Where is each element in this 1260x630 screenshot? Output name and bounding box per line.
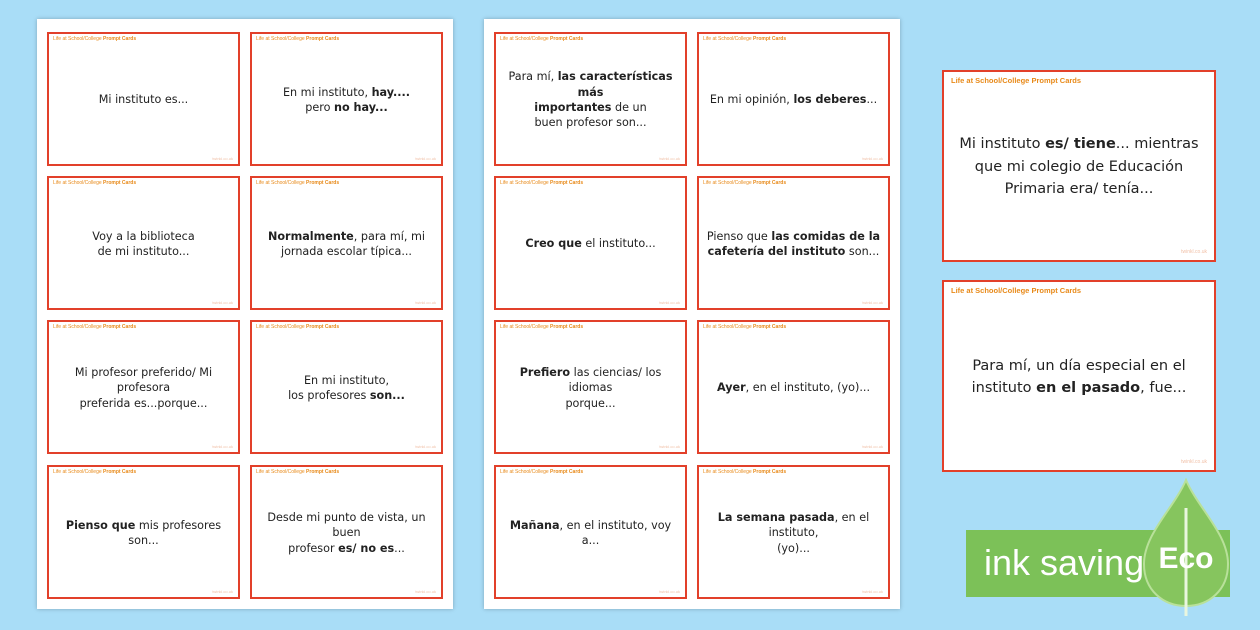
- card-footer-logo: twinkl.co.uk: [212, 444, 233, 449]
- card-prompt-text: Normalmente, para mí, mi jornada escolar típica...: [268, 229, 425, 258]
- card-footer-logo: twinkl.co.uk: [415, 589, 436, 594]
- prompt-card: [250, 465, 443, 599]
- prompt-card: [47, 176, 240, 310]
- card-header: Life at School/College Prompt Cards: [256, 36, 340, 42]
- card-footer-logo: twinkl.co.uk: [862, 589, 883, 594]
- prompt-card: [250, 320, 443, 454]
- preview-prompt-card: [942, 280, 1216, 472]
- card-prompt-text: Desde mi punto de vista, un buen profesor es/ no es...: [267, 510, 426, 555]
- card-footer-logo: twinkl.co.uk: [659, 156, 680, 161]
- prompt-card: [697, 320, 890, 454]
- card-prompt-text: Para mí, un día especial en el instituto en el pasado, fue...: [971, 357, 1187, 396]
- preview-prompt-card: [942, 70, 1216, 262]
- card-prompt-text: Mi instituto es...: [98, 93, 189, 107]
- card-header: Life at School/College Prompt Cards: [256, 180, 340, 186]
- prompt-card: [494, 176, 687, 310]
- card-footer-logo: twinkl.co.uk: [862, 444, 883, 449]
- card-header: Life at School/College Prompt Cards: [256, 469, 340, 475]
- ink-saving-text: ink saving: [984, 542, 1145, 583]
- card-footer-logo: twinkl.co.uk: [1181, 459, 1207, 465]
- card-prompt-text: En mi instituto, los profesores son...: [288, 373, 405, 402]
- card-header: Life at School/College Prompt Cards: [703, 36, 787, 42]
- card-prompt-text: Mañana, en el instituto, voy a...: [509, 518, 672, 547]
- card-prompt-text: Pienso que las comidas de la cafetería del instituto son...: [706, 229, 881, 258]
- card-prompt-text: Voy a la biblioteca de mi instituto...: [92, 229, 195, 258]
- card-footer-logo: twinkl.co.uk: [862, 300, 883, 305]
- card-footer-logo: twinkl.co.uk: [862, 156, 883, 161]
- card-header: Life at School/College Prompt Cards: [53, 469, 137, 475]
- prompt-card: [494, 32, 687, 166]
- prompt-card: [494, 320, 687, 454]
- card-footer-logo: twinkl.co.uk: [659, 444, 680, 449]
- sheet-right: [484, 19, 900, 609]
- card-prompt-text: Prefiero las ciencias/ los idiomas porque...: [519, 365, 662, 410]
- card-footer-logo: twinkl.co.uk: [1181, 249, 1207, 255]
- eco-label: Eco: [1158, 542, 1214, 575]
- card-footer-logo: twinkl.co.uk: [659, 589, 680, 594]
- card-footer-logo: twinkl.co.uk: [212, 156, 233, 161]
- card-header: Life at School/College Prompt Cards: [500, 324, 584, 330]
- prompt-card: [697, 176, 890, 310]
- card-header: Life at School/College Prompt Cards: [951, 76, 1082, 85]
- card-prompt-text: Creo que el instituto...: [525, 237, 656, 251]
- card-footer-logo: twinkl.co.uk: [212, 300, 233, 305]
- card-prompt-text: En mi instituto, hay.... pero no hay...: [282, 85, 411, 114]
- card-footer-logo: twinkl.co.uk: [212, 589, 233, 594]
- card-prompt-text: La semana pasada, en el instituto, (yo)...: [717, 510, 870, 555]
- card-footer-logo: twinkl.co.uk: [659, 300, 680, 305]
- card-prompt-text: Mi instituto es/ tiene... mientras que mi colegio de Educación Primaria era/ tenía...: [959, 136, 1199, 198]
- prompt-card: [47, 320, 240, 454]
- card-prompt-text: En mi opinión, los deberes...: [709, 93, 878, 107]
- card-header: Life at School/College Prompt Cards: [53, 324, 137, 330]
- card-prompt-text: Mi profesor preferido/ Mi profesora preferida es...porque...: [74, 365, 213, 410]
- card-footer-logo: twinkl.co.uk: [415, 156, 436, 161]
- prompt-card: [47, 465, 240, 599]
- card-prompt-text: Pienso que mis profesores son...: [65, 518, 222, 547]
- prompt-card: [250, 32, 443, 166]
- prompt-card: [697, 32, 890, 166]
- prompt-card: [494, 465, 687, 599]
- card-header: Life at School/College Prompt Cards: [500, 36, 584, 42]
- card-header: Life at School/College Prompt Cards: [703, 469, 787, 475]
- card-prompt-text: Ayer, en el instituto, (yo)...: [716, 381, 871, 395]
- prompt-card: [47, 32, 240, 166]
- card-header: Life at School/College Prompt Cards: [951, 286, 1082, 295]
- card-header: Life at School/College Prompt Cards: [53, 36, 137, 42]
- card-header: Life at School/College Prompt Cards: [256, 324, 340, 330]
- prompt-card: [250, 176, 443, 310]
- card-header: Life at School/College Prompt Cards: [500, 180, 584, 186]
- card-footer-logo: twinkl.co.uk: [415, 444, 436, 449]
- card-prompt-text: Para mí, las características más importantes de un buen profesor son...: [508, 70, 673, 130]
- card-header: Life at School/College Prompt Cards: [703, 324, 787, 330]
- prompt-card: [697, 465, 890, 599]
- card-header: Life at School/College Prompt Cards: [500, 469, 584, 475]
- card-header: Life at School/College Prompt Cards: [53, 180, 137, 186]
- sheet-left: [37, 19, 453, 609]
- card-footer-logo: twinkl.co.uk: [415, 300, 436, 305]
- card-header: Life at School/College Prompt Cards: [703, 180, 787, 186]
